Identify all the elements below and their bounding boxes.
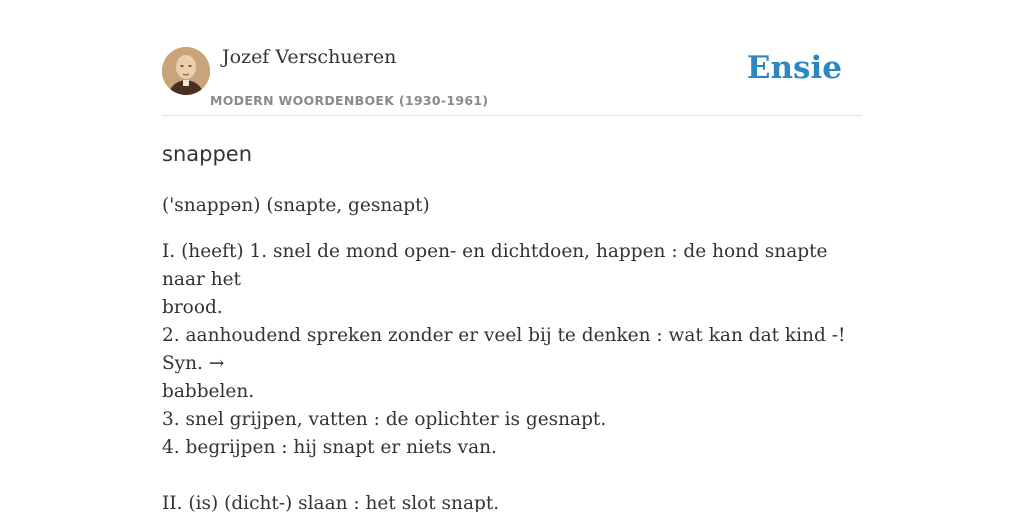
entry-header (162, 40, 862, 116)
synonym-arrow-link[interactable]: → (208, 353, 225, 374)
definition-line: babbelen. (162, 381, 255, 402)
brand-logo[interactable]: Ensie (746, 50, 842, 86)
definition-line: I. (heeft) 1. snel de mond open- en dichtdoen, happen : de hond snapte naar het (162, 241, 828, 290)
definition-line: 3. snel grijpen, vatten : de oplichter is gesnapt. (162, 409, 607, 430)
definition-line: 4. begrijpen : hij snapt er niets van. (162, 437, 497, 458)
paragraph-gap (162, 462, 862, 490)
pronunciation: ('snappən) (snapte, gesnapt) (162, 195, 430, 216)
entry-card (162, 40, 862, 512)
definition-body (162, 238, 862, 512)
definition-line (162, 322, 862, 378)
author-name[interactable]: Jozef Verschueren (222, 46, 397, 68)
entry-term: snappen (162, 142, 253, 166)
definition-line: brood. (162, 297, 223, 318)
definition-text: 2. aanhoudend spreken zonder er veel bij te denken : wat kan dat kind -! Syn. (162, 325, 846, 374)
author-avatar[interactable] (162, 47, 210, 95)
definition-line: II. (is) (dicht-) slaan : het slot snapt. (162, 493, 500, 512)
source-label: MODERN WOORDENBOEK (1930-1961) (210, 93, 489, 108)
portrait-icon (162, 47, 210, 95)
